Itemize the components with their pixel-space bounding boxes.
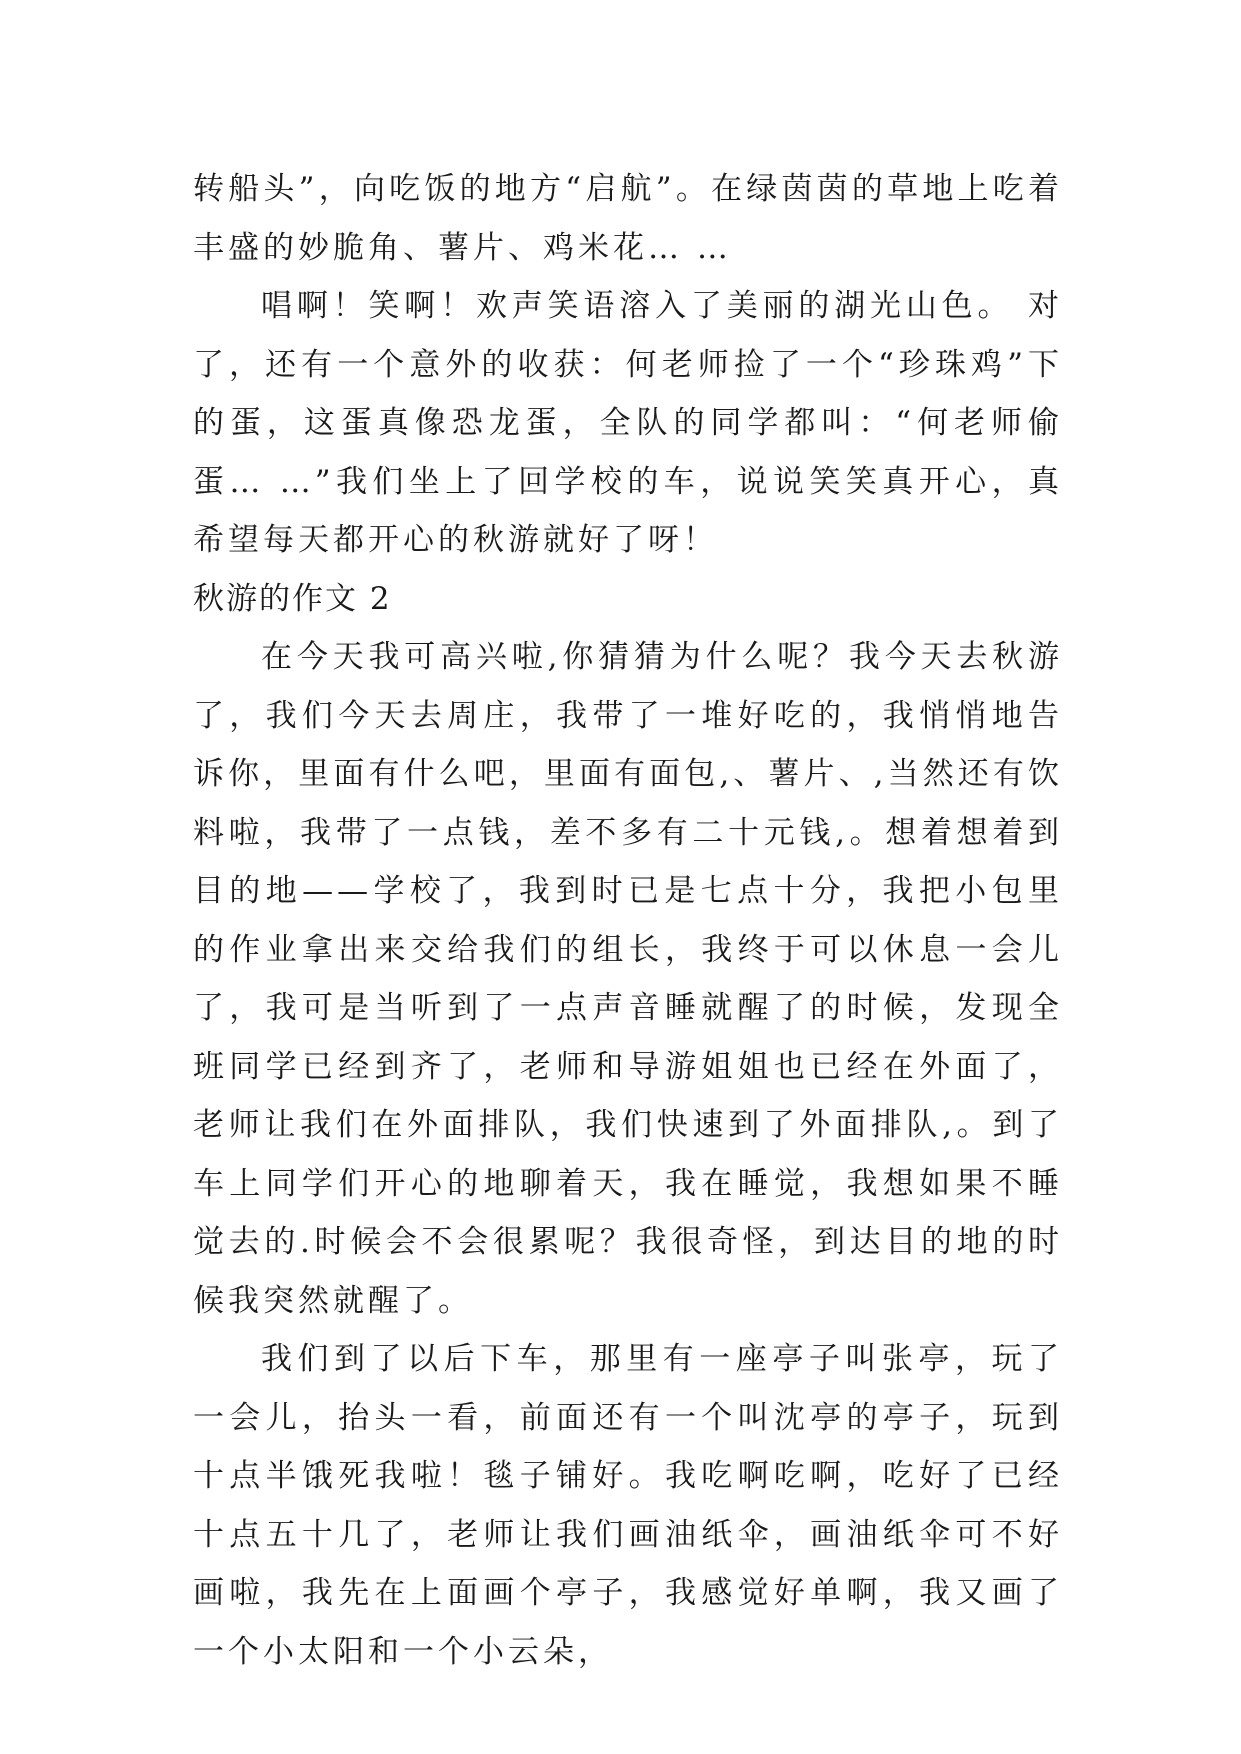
section-title: 秋游的作文 2 (193, 580, 392, 617)
document-body (193, 160, 1063, 1681)
paragraph-section-1: 在今天我可高兴啦,你猜猜为什么呢？我今天去秋游了，我们今天去周庄，我带了一堆好吃的，我悄悄地告诉你，里面有什么吧，里面有面包,、薯片、,当然还有饮料啦，我带了一点钱，差不多有二十元钱,。想着想着到目的地——学校了，我到时已是七点十分，我把小包里的作业拿出来交给我们的组长，我终于可以休息一会儿了，我可是当听到了一点声音睡就醒了的时候，发现全班同学已经到齐了，老师和导游姐姐也已经在外面了，老师让我们在外面排队，我们快速到了外面排队,。到了车上同学们开心的地聊着天，我在睡觉，我想如果不睡觉去的.时候会不会很累呢？我很奇怪，到达目的地的时候我突然就醒了。 (193, 639, 1063, 1319)
paragraph-continued: 转船头”，向吃饭的地方“启航”。在绿茵茵的草地上吃着丰盛的妙脆角、薯片、鸡米花… … (193, 171, 1063, 266)
paragraph-ending: 唱啊！笑啊！欢声笑语溶入了美丽的湖光山色。 对了，还有一个意外的收获：何老师捡了一个“珍珠鸡”下的蛋，这蛋真像恐龙蛋，全队的同学都叫：“何老师偷蛋… …”我们坐上了回学校的车，说说笑笑真开心，真希望每天都开心的秋游就好了呀！ (193, 288, 1063, 558)
paragraph-section-2: 我们到了以后下车，那里有一座亭子叫张亭，玩了一会儿，抬头一看，前面还有一个叫沈亭的亭子，玩到十点半饿死我啦！毯子铺好。我吃啊吃啊，吃好了已经十点五十几了，老师让我们画油纸伞，画油纸伞可不好画啦，我先在上面画个亭子，我感觉好单啊，我又画了一个小太阳和一个小云朵， (193, 1341, 1063, 1670)
